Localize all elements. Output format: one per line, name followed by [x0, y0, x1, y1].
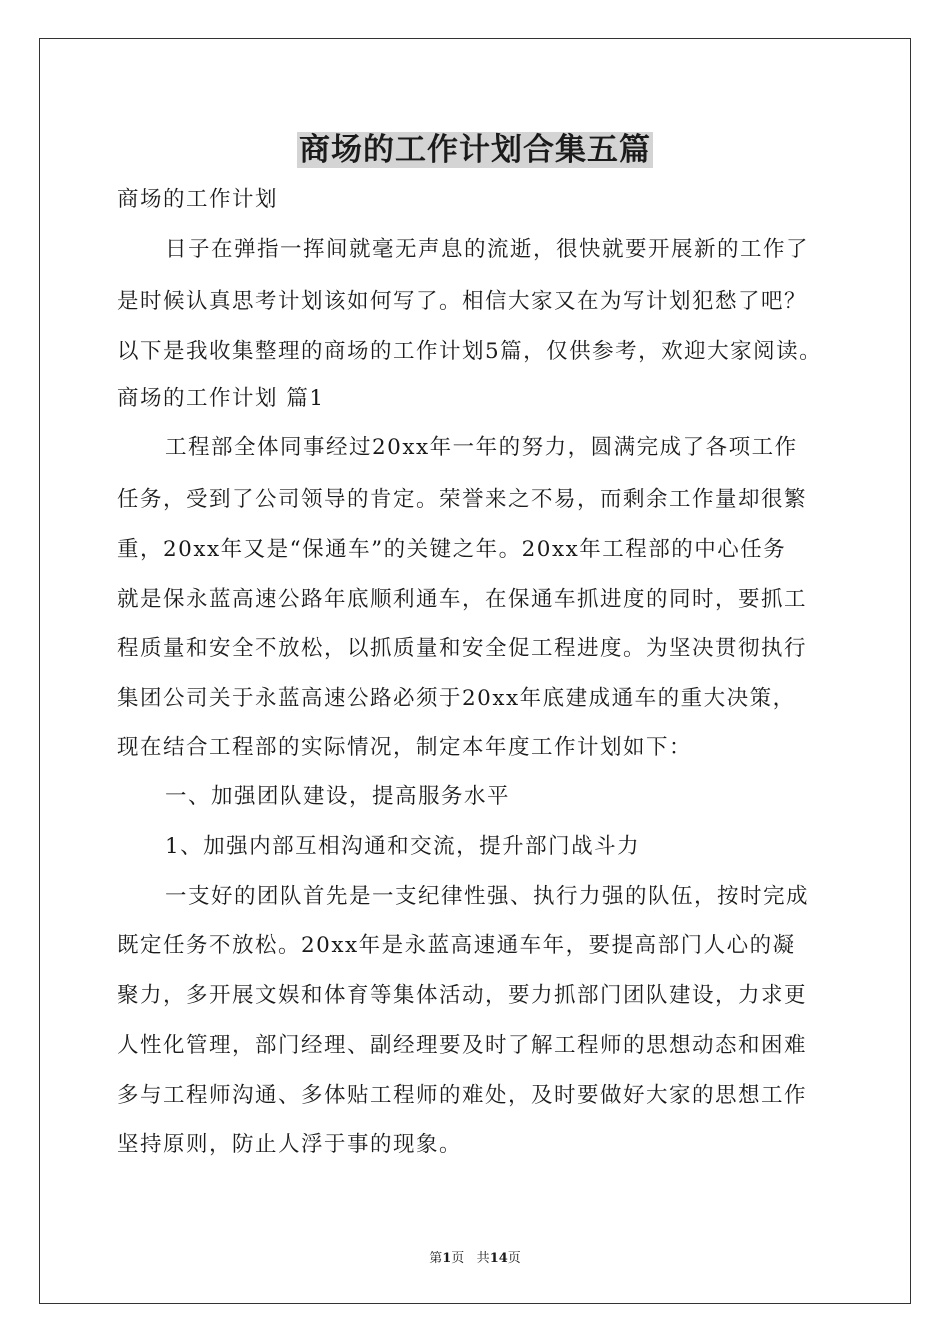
paragraph-line: 既定任务不放松。20xx年是永蓝高速通车年，要提高部门人心的凝: [117, 933, 796, 958]
section-heading: 商场的工作计划: [117, 187, 279, 212]
paragraph-line: 以下是我收集整理的商场的工作计划5篇，仅供参考，欢迎大家阅读。: [117, 339, 823, 364]
document-title-block: [0, 128, 950, 172]
paragraph-line: 集团公司关于永蓝高速公路必须于20xx年底建成通车的重大决策，: [117, 686, 796, 711]
page-border: [39, 38, 911, 1304]
total-suffix: 页: [507, 1251, 521, 1266]
paragraph-line: 聚力，多开展文娱和体育等集体活动，要力抓部门团队建设，力求更: [117, 983, 808, 1008]
paragraph-line: 一支好的团队首先是一支纪律性强、执行力强的队伍，按时完成: [165, 884, 810, 909]
paragraph-line: 任务，受到了公司领导的肯定。荣誉来之不易，而剩余工作量却很繁: [117, 487, 808, 512]
total-prefix: 共: [476, 1251, 490, 1266]
paragraph-line: 现在结合工程部的实际情况，制定本年度工作计划如下：: [117, 735, 693, 760]
section-heading: 商场的工作计划 篇1: [117, 386, 325, 411]
page-footer: [0, 1250, 950, 1268]
paragraph-line: 是时候认真思考计划该如何写了。相信大家又在为写计划犯愁了吧？: [117, 289, 808, 314]
paragraph-line: 工程部全体同事经过20xx年一年的努力，圆满完成了各项工作: [165, 435, 798, 460]
paragraph-line: 日子在弹指一挥间就毫无声息的流逝，很快就要开展新的工作了: [165, 237, 810, 262]
paragraph-line: 人性化管理，部门经理、副经理要及时了解工程师的思想动态和困难: [117, 1033, 808, 1058]
paragraph-line: 坚持原则，防止人浮于事的现象。: [117, 1132, 463, 1157]
paragraph-line: 重，20xx年又是“保通车”的关键之年。20xx年工程部的中心任务: [117, 537, 787, 562]
paragraph-line: 多与工程师沟通、多体贴工程师的难处，及时要做好大家的思想工作: [117, 1083, 808, 1108]
document-title: 商场的工作计划合集五篇: [299, 132, 651, 168]
total-pages: 14: [489, 1251, 508, 1266]
subsection-heading: 一、加强团队建设，提高服务水平: [165, 784, 511, 809]
subsection-heading: 1、加强内部互相沟通和交流，提升部门战斗力: [165, 834, 641, 859]
paragraph-line: 程质量和安全不放松，以抓质量和安全促工程进度。为坚决贯彻执行: [117, 636, 808, 661]
paragraph-line: 就是保永蓝高速公路年底顺利通车，在保通车抓进度的同时，要抓工: [117, 587, 808, 612]
page-number: 1: [442, 1251, 452, 1266]
page-prefix: 第: [429, 1251, 443, 1266]
page-suffix: 页: [451, 1251, 465, 1266]
